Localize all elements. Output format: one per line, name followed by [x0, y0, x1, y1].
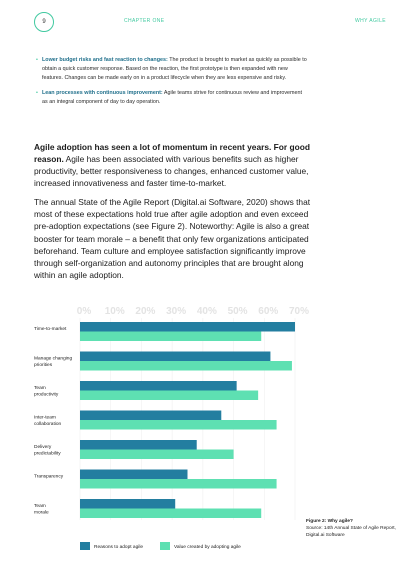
category-label: Time-to-market	[34, 327, 67, 332]
body-paragraph: The annual State of the Agile Report (Digital.ai Software, 2020) shows that most of these expectations hold true after agile adoption and even exceed pre-adoption expectations (see Figure 2). Noteworthy: Agile is also a great booster for team morale – a benefit that only few organizations anticipated beforehand. Team culture and employee satisfaction significantly improve through self-organization and autonomy principles that are brought along within an agile adoption.	[34, 197, 311, 281]
bar-reasons	[80, 352, 270, 362]
bar-value	[80, 420, 277, 430]
category-label: Transparency	[34, 474, 64, 480]
bullet-icon: •	[36, 57, 38, 63]
intro-bold: Agile adoption has seen a lot of momentum in recent years. For good reason.	[34, 142, 310, 164]
legend-swatch	[160, 542, 170, 550]
bullet-icon: •	[36, 90, 38, 96]
bar-reasons	[80, 322, 295, 332]
x-tick-label: 30%	[166, 306, 187, 317]
bullet-lead: Lean processes with continuous improvement:	[42, 90, 163, 96]
intro-text: Agile has been associated with various benefits such as higher productivity, better responsiveness to changes, enhanced customer value, increased innovativeness and faster time-to-market.	[34, 154, 309, 188]
x-tick-label: 70%	[288, 306, 310, 317]
chapter-label: CHAPTER ONE	[124, 18, 165, 24]
bar-reasons	[80, 440, 197, 450]
caption-title: Figure 2: Why agile?	[306, 519, 353, 524]
bar-value	[80, 361, 292, 371]
category-label: Delivery predictability	[34, 445, 61, 457]
bar-value	[80, 509, 261, 519]
category-label: Team productivity	[34, 386, 59, 398]
bar-value	[80, 479, 277, 489]
x-tick-label: 50%	[227, 306, 248, 317]
bar-reasons	[80, 470, 188, 480]
bar-reasons	[80, 381, 237, 391]
category-label: Inter-team collaboration	[34, 415, 62, 427]
x-tick-label: 60%	[258, 306, 279, 317]
x-tick-label: 10%	[104, 306, 125, 317]
bar-reasons	[80, 499, 175, 509]
x-tick-label: 20%	[135, 306, 156, 317]
bullet-lead: Lower budget risks and fast reaction to changes:	[42, 57, 168, 63]
figure-caption	[306, 518, 398, 539]
bar-value	[80, 332, 261, 342]
bar-value	[80, 450, 234, 460]
bullet-text: Agile teams strive for continuous review and improvement as an integral component of day to day operation.	[42, 90, 303, 105]
category-label: Team morale	[34, 504, 49, 516]
caption-source: Source: 14th Annual State of Agile Report, Digital.ai Software	[306, 526, 396, 538]
x-tick-label: 0%	[76, 306, 92, 317]
legend-label: Reasons to adopt agile	[94, 545, 144, 550]
page-number: 9	[34, 12, 54, 32]
bullet-text: The product is brought to market as quickly as possible to obtain a quick customer response. Based on the reaction, the first prototype is then expanded with new features. Changes can be made early on in a product lifecycle when they are less expensive and risky.	[42, 57, 307, 81]
bar-reasons	[80, 411, 221, 421]
category-label: Manage changing priorities	[34, 356, 73, 368]
legend-label: Value created by adopting agile	[174, 545, 241, 550]
bar-value	[80, 391, 258, 401]
legend-swatch	[80, 542, 90, 550]
section-label: WHY AGILE	[354, 18, 386, 24]
x-tick-label: 40%	[196, 306, 217, 317]
